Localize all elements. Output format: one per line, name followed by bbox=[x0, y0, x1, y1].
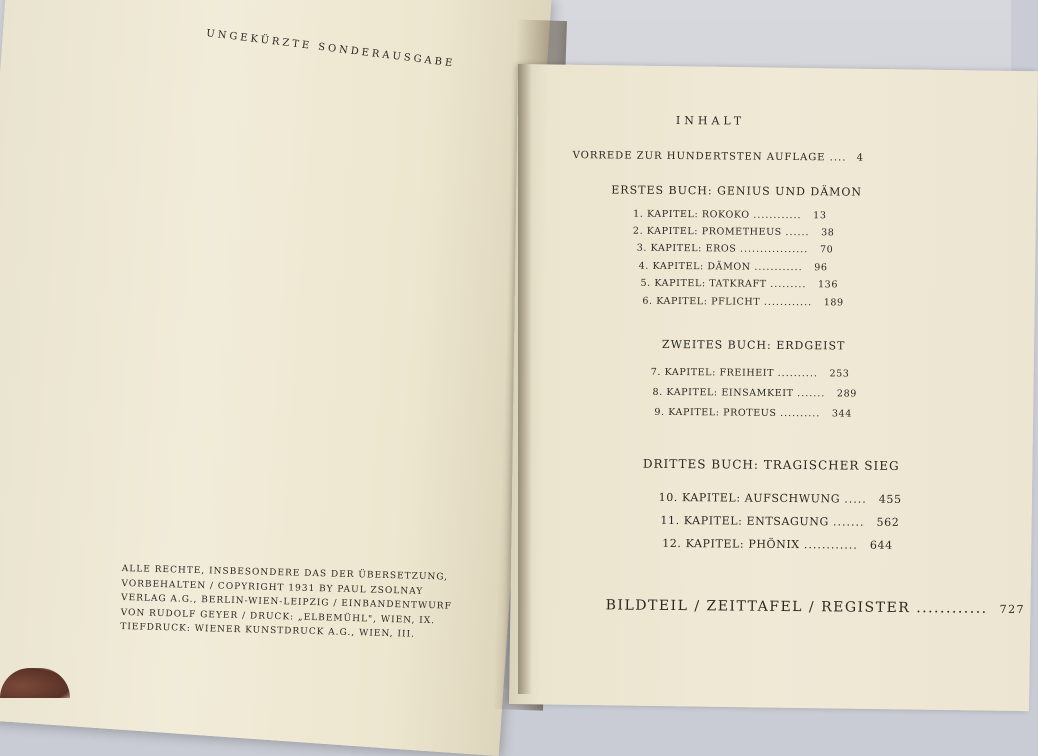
entry-page: 13 bbox=[813, 210, 827, 222]
entry-page: 189 bbox=[823, 297, 844, 309]
chapter-entry bbox=[651, 367, 850, 380]
entry-dots: ..... bbox=[844, 492, 867, 506]
entry-page: 562 bbox=[876, 515, 900, 529]
page-edge-shadow bbox=[518, 64, 532, 694]
entry-page: 644 bbox=[869, 538, 893, 552]
chapter-entry bbox=[640, 278, 838, 291]
copyright-line: TIEFDRUCK: WIENER KUNSTDRUCK A.G., WIEN, III. bbox=[120, 621, 416, 640]
entry-label: 7. KAPITEL: FREIHEIT bbox=[650, 366, 775, 379]
book-title: DRITTES BUCH: TRAGISCHER SIEG bbox=[642, 456, 900, 473]
chapter-entry bbox=[633, 209, 826, 222]
chapter-entry bbox=[654, 407, 852, 420]
copyright-line: ALLE RECHTE, INSBESONDERE DAS DER ÜBERSETZUNG, bbox=[121, 563, 449, 583]
entry-dots: ....... bbox=[832, 515, 865, 529]
page-header-text: UNGEKÜRZTE SONDERAUSGABE bbox=[205, 28, 456, 70]
entry-dots: ............ bbox=[803, 538, 858, 552]
entry-dots: ............ bbox=[753, 209, 802, 222]
entry-label: 6. KAPITEL: PFLICHT bbox=[642, 295, 761, 308]
entry-dots: ................. bbox=[739, 243, 809, 256]
entry-label: 5. KAPITEL: TATKRAFT bbox=[640, 277, 767, 290]
chapter-entry bbox=[633, 226, 835, 239]
chapter-entry bbox=[637, 243, 834, 256]
chapter-entry bbox=[660, 514, 899, 529]
copyright-notice bbox=[120, 562, 467, 644]
entry-page: 38 bbox=[821, 227, 835, 239]
entry-page: 727 bbox=[999, 602, 1026, 617]
entry-dots: .......... bbox=[777, 367, 818, 380]
entry-page: 344 bbox=[831, 408, 852, 420]
entry-dots: ............ bbox=[754, 261, 803, 274]
entry-page: 96 bbox=[814, 262, 828, 274]
entry-label: 10. KAPITEL: AUFSCHWUNG bbox=[658, 490, 841, 506]
book-title: ERSTES BUCH: GENIUS UND DÄMON bbox=[611, 183, 863, 199]
copyright-line: VON RUDOLF GEYER / DRUCK: „ELBEMÜHL", WIEN, IX. bbox=[120, 607, 436, 626]
entry-label: 11. KAPITEL: ENTSAGUNG bbox=[660, 513, 829, 529]
entry-label: 4. KAPITEL: DÄMON bbox=[638, 260, 751, 273]
entry-label: VORREDE ZUR HUNDERTSTEN AUFLAGE bbox=[572, 150, 826, 164]
chapter-entry bbox=[662, 537, 893, 552]
chapter-entry bbox=[639, 261, 828, 274]
entry-label: 8. KAPITEL: EINSAMKEIT bbox=[652, 386, 794, 400]
entry-page: 455 bbox=[878, 492, 902, 506]
copyright-line: VORBEHALTEN / COPYRIGHT 1931 BY PAUL ZSOLNAY bbox=[121, 578, 424, 597]
entry-page: 136 bbox=[818, 279, 839, 291]
entry-dots: ......... bbox=[770, 278, 807, 291]
copyright-line: VERLAG A.G., BERLIN-WIEN-LEIPZIG / EINBANDENTWURF bbox=[120, 592, 452, 612]
chapter-entry bbox=[642, 296, 843, 309]
chapter-entry bbox=[659, 491, 902, 506]
entry-label: 12. KAPITEL: PHÖNIX bbox=[662, 536, 800, 552]
entry-dots: .......... bbox=[780, 407, 821, 420]
entry-dots: .... bbox=[829, 152, 847, 164]
chapter-entry bbox=[652, 387, 856, 400]
entry-label: 2. KAPITEL: PROMETHEUS bbox=[632, 225, 782, 238]
entry-page: 70 bbox=[819, 244, 834, 256]
entry-label: 9. KAPITEL: PROTEUS bbox=[654, 406, 777, 419]
book-title: ZWEITES BUCH: ERDGEIST bbox=[661, 337, 846, 353]
entry-dots: ............ bbox=[763, 296, 813, 309]
entry-dots: ....... bbox=[797, 388, 826, 400]
entry-label: 3. KAPITEL: EROS bbox=[636, 242, 737, 255]
entry-page: 4 bbox=[856, 152, 865, 164]
entry-dots: ............ bbox=[916, 600, 988, 617]
entry-page: 253 bbox=[829, 368, 850, 380]
entry-label: BILDTEIL / ZEITTAFEL / REGISTER bbox=[605, 597, 911, 617]
toc-title: INHALT bbox=[675, 114, 746, 128]
entry-label: 1. KAPITEL: ROKOKO bbox=[633, 208, 750, 221]
entry-dots: ...... bbox=[785, 226, 810, 239]
entry-page: 289 bbox=[836, 388, 857, 400]
